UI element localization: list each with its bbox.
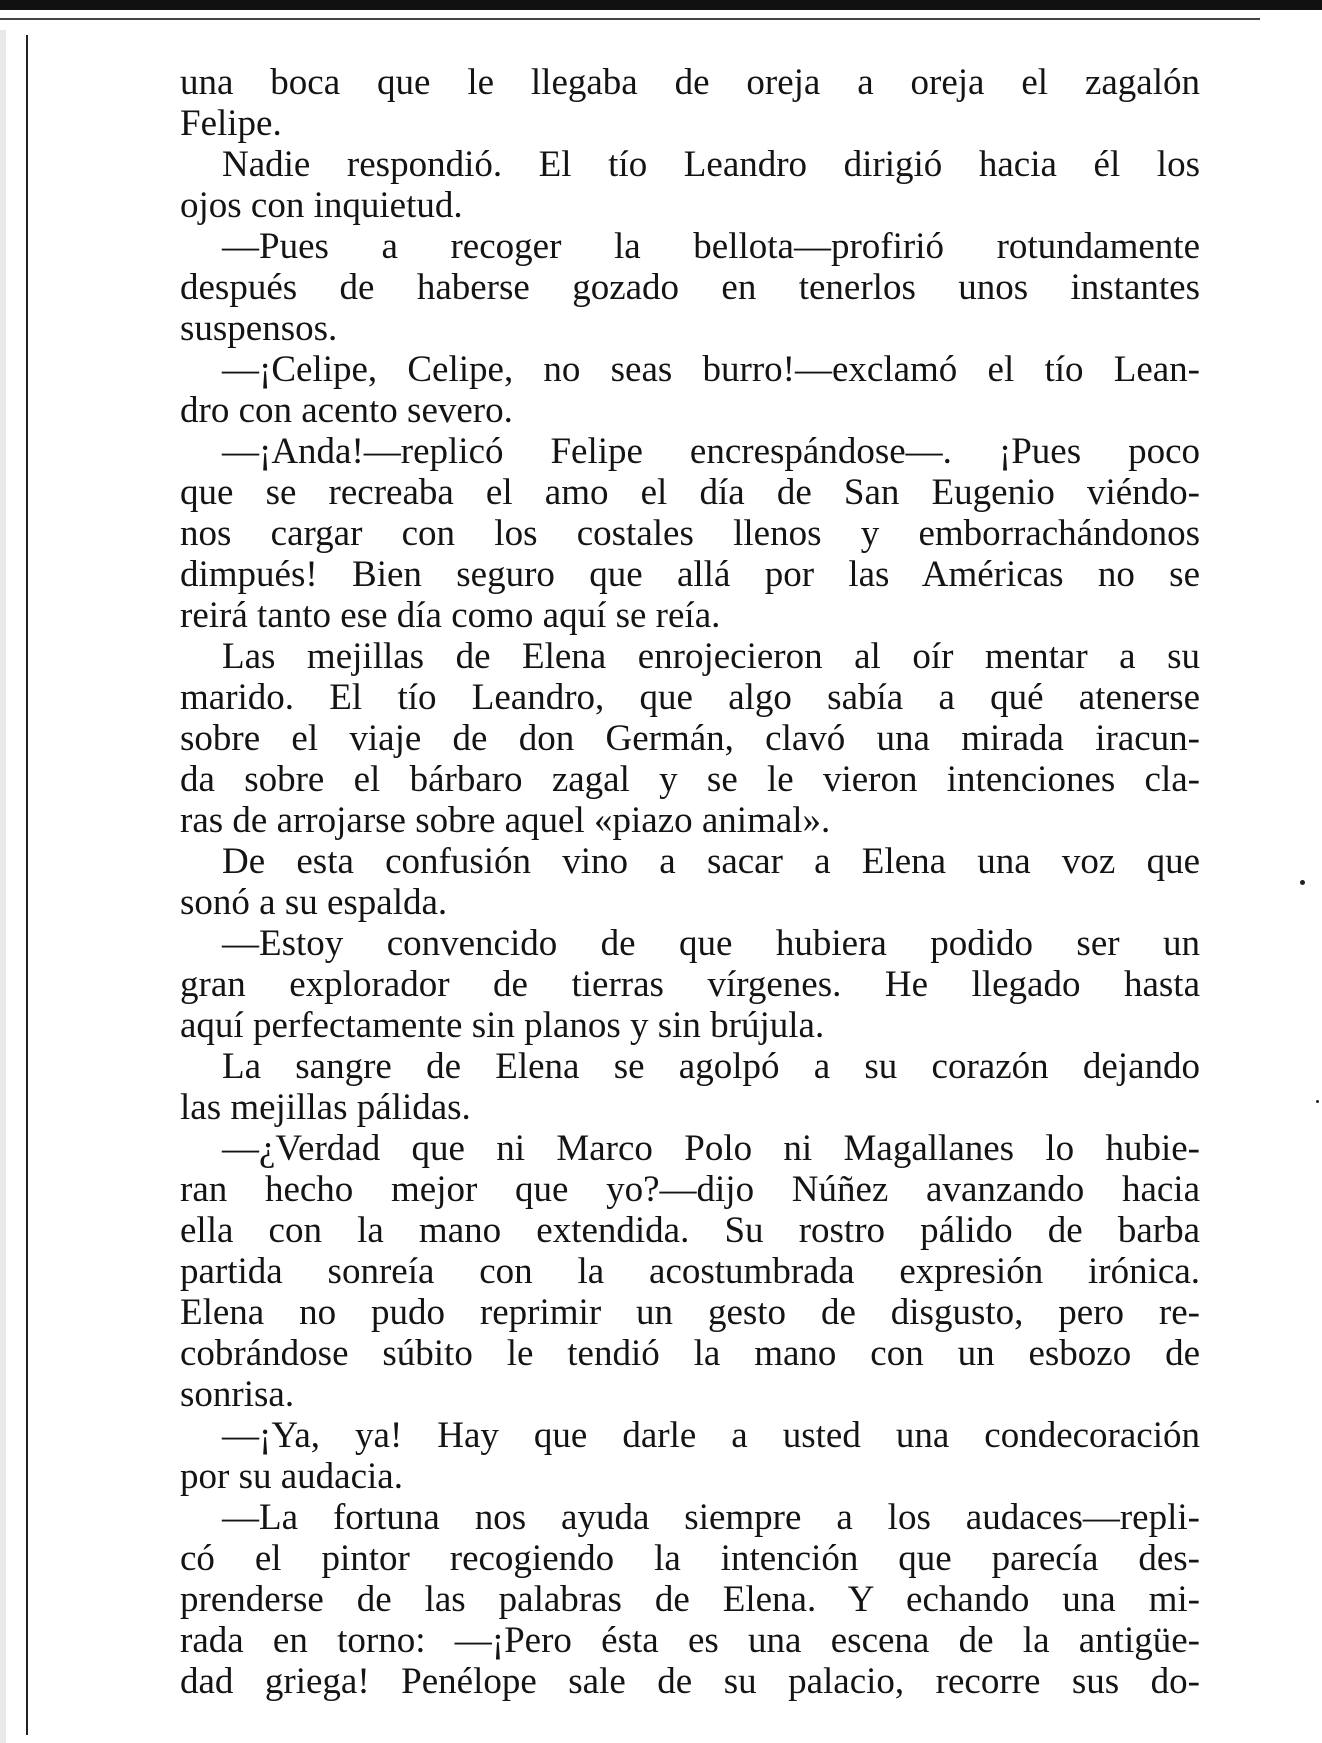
text-line: partida sonreía con la acostumbrada expresión irónica. — [180, 1251, 1200, 1292]
text-line: por su audacia. — [180, 1456, 403, 1497]
text-line: da sobre el bárbaro zagal y se le vieron intenciones cla- — [180, 759, 1200, 800]
text-line: que se recreaba el amo el día de San Eugenio viéndo- — [180, 472, 1200, 513]
text-line: dro con acento severo. — [180, 390, 513, 431]
text-line: prenderse de las palabras de Elena. Y echando una mi- — [180, 1579, 1200, 1620]
text-line: sobre el viaje de don Germán, clavó una mirada iracun- — [180, 718, 1200, 759]
text-line: reirá tanto ese día como aquí se reía. — [180, 595, 721, 636]
text-line: Felipe. — [180, 103, 282, 144]
print-speck — [1300, 880, 1305, 885]
text-line: La sangre de Elena se agolpó a su corazón dejando — [222, 1046, 1200, 1087]
text-line: marido. El tío Leandro, que algo sabía a qué atenerse — [180, 677, 1200, 718]
text-line: Nadie respondió. El tío Leandro dirigió hacia él los — [222, 144, 1200, 185]
top-border — [0, 0, 1322, 10]
text-line: có el pintor recogiendo la intención que parecía des- — [180, 1538, 1200, 1579]
text-line: sonrisa. — [180, 1374, 295, 1415]
text-line: las mejillas pálidas. — [180, 1087, 471, 1128]
text-line: —Estoy convencido de que hubiera podido ser un — [222, 923, 1200, 964]
text-line: Elena no pudo reprimir un gesto de disgusto, pero re- — [180, 1292, 1200, 1333]
body-text — [180, 62, 1200, 1702]
scan-shadow — [0, 30, 6, 1743]
top-rule — [0, 18, 1260, 20]
text-line: dad griega! Penélope sale de su palacio, recorre sus do- — [180, 1661, 1200, 1702]
text-line: Las mejillas de Elena enrojecieron al oír mentar a su — [222, 636, 1200, 677]
text-line: ras de arrojarse sobre aquel «piazo animal». — [180, 800, 831, 841]
left-border — [26, 35, 28, 1735]
text-line: aquí perfectamente sin planos y sin brújula. — [180, 1005, 825, 1046]
text-line: después de haberse gozado en tenerlos unos instantes — [180, 267, 1200, 308]
text-line: ojos con inquietud. — [180, 185, 463, 226]
text-line: De esta confusión vino a sacar a Elena una voz que — [222, 841, 1200, 882]
text-line: —¡Celipe, Celipe, no seas burro!—exclamó el tío Lean- — [222, 349, 1200, 390]
text-line: dimpués! Bien seguro que allá por las Américas no se — [180, 554, 1200, 595]
text-line: —¿Verdad que ni Marco Polo ni Magallanes lo hubie- — [222, 1128, 1200, 1169]
text-line: cobrándose súbito le tendió la mano con un esbozo de — [180, 1333, 1200, 1374]
text-line: rada en torno: —¡Pero ésta es una escena de la antigüe- — [180, 1620, 1200, 1661]
text-line: suspensos. — [180, 308, 338, 349]
text-line: gran explorador de tierras vírgenes. He llegado hasta — [180, 964, 1200, 1005]
text-line: ella con la mano extendida. Su rostro pálido de barba — [180, 1210, 1200, 1251]
text-line: nos cargar con los costales llenos y emborrachándonos — [180, 513, 1200, 554]
text-line: —¡Anda!—replicó Felipe encrespándose—. ¡Pues poco — [222, 431, 1200, 472]
text-line: —La fortuna nos ayuda siempre a los audaces—repli- — [222, 1497, 1200, 1538]
text-line: —¡Ya, ya! Hay que darle a usted una condecoración — [222, 1415, 1200, 1456]
text-line: —Pues a recoger la bellota—profirió rotundamente — [222, 226, 1200, 267]
text-line: una boca que le llegaba de oreja a oreja el zagalón — [180, 62, 1200, 103]
text-line: sonó a su espalda. — [180, 882, 448, 923]
print-speck — [1316, 1100, 1319, 1103]
text-line: ran hecho mejor que yo?—dijo Núñez avanzando hacia — [180, 1169, 1200, 1210]
